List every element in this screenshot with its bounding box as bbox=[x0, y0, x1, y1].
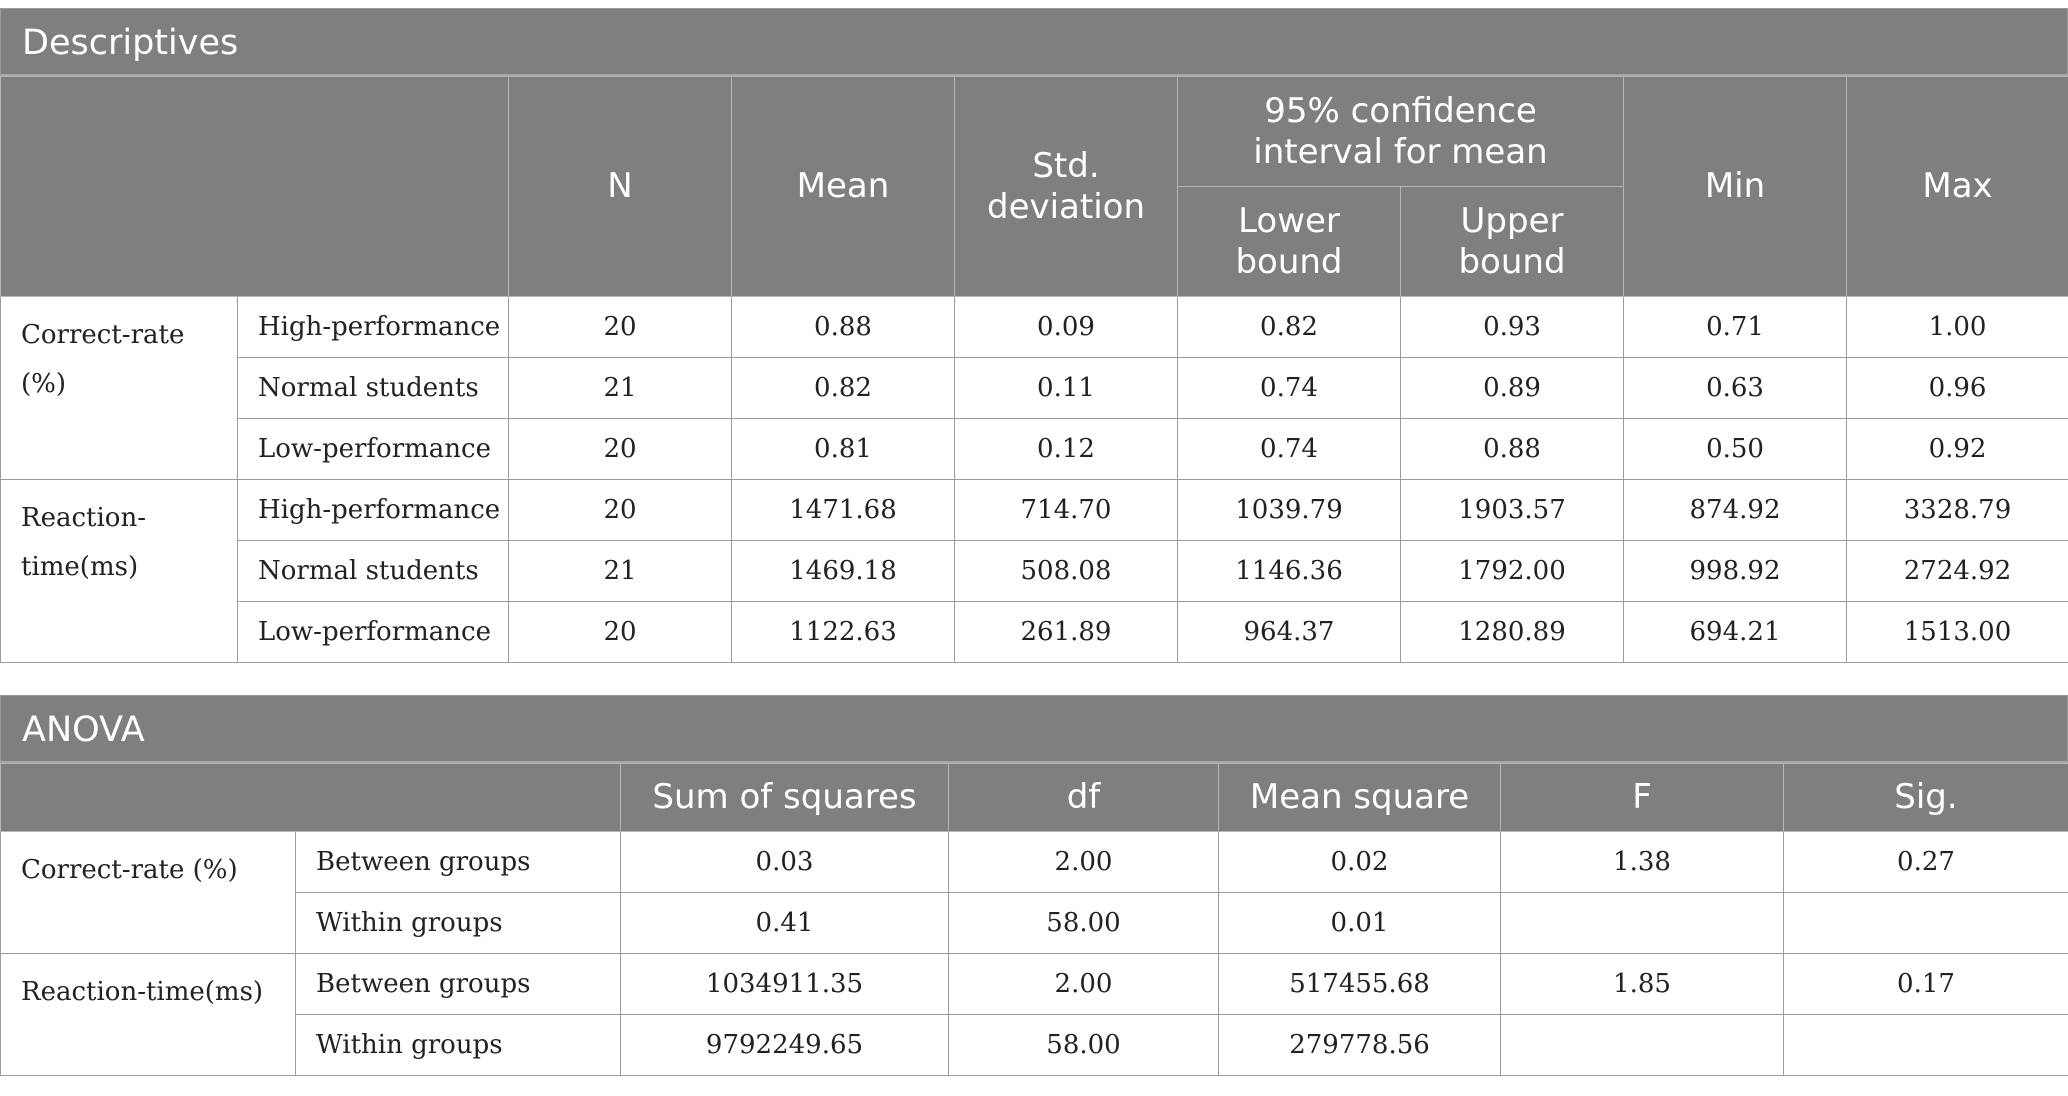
cell-max: 1.00 bbox=[1847, 297, 2068, 358]
cell-ms: 0.01 bbox=[1219, 893, 1501, 954]
cell-n: 20 bbox=[509, 480, 732, 541]
cell-mean: 0.81 bbox=[732, 419, 955, 480]
cell-sd: 0.12 bbox=[955, 419, 1178, 480]
header-min: Min bbox=[1624, 77, 1847, 297]
cell-upper: 0.88 bbox=[1401, 419, 1624, 480]
header-lower-bound: Lower bound bbox=[1178, 187, 1401, 297]
table-row bbox=[1, 832, 2068, 893]
cell-min: 998.92 bbox=[1624, 541, 1847, 602]
anova-corner-header bbox=[1, 764, 621, 832]
cell-df: 58.00 bbox=[949, 893, 1219, 954]
cell-f bbox=[1501, 1015, 1784, 1076]
table-row bbox=[1, 541, 2068, 602]
cell-max: 2724.92 bbox=[1847, 541, 2068, 602]
header-upper-bound: Upper bound bbox=[1401, 187, 1624, 297]
cell-ss: 9792249.65 bbox=[621, 1015, 949, 1076]
group-label: Correct-rate (%) bbox=[1, 297, 238, 480]
cell-n: 21 bbox=[509, 541, 732, 602]
cell-sd: 508.08 bbox=[955, 541, 1178, 602]
row-label: Within groups bbox=[296, 1015, 621, 1076]
cell-upper: 1903.57 bbox=[1401, 480, 1624, 541]
header-f: F bbox=[1501, 764, 1784, 832]
header-std-deviation: Std. deviation bbox=[955, 77, 1178, 297]
cell-max: 0.92 bbox=[1847, 419, 2068, 480]
row-label: High-performance bbox=[238, 297, 509, 358]
cell-lower: 0.74 bbox=[1178, 419, 1401, 480]
row-label: Between groups bbox=[296, 832, 621, 893]
anova-body bbox=[1, 832, 2068, 1076]
cell-sig: 0.27 bbox=[1784, 832, 2068, 893]
row-label: High-performance bbox=[238, 480, 509, 541]
cell-max: 0.96 bbox=[1847, 358, 2068, 419]
cell-lower: 0.82 bbox=[1178, 297, 1401, 358]
descriptives-table bbox=[0, 76, 2068, 663]
table-row bbox=[1, 954, 2068, 1015]
cell-mean: 1471.68 bbox=[732, 480, 955, 541]
cell-f bbox=[1501, 893, 1784, 954]
header-confidence-interval: 95% confidence interval for mean bbox=[1178, 77, 1624, 187]
row-label: Between groups bbox=[296, 954, 621, 1015]
cell-n: 20 bbox=[509, 602, 732, 663]
cell-sig bbox=[1784, 893, 2068, 954]
cell-sd: 261.89 bbox=[955, 602, 1178, 663]
header-sig: Sig. bbox=[1784, 764, 2068, 832]
cell-min: 0.50 bbox=[1624, 419, 1847, 480]
descriptives-corner-header bbox=[1, 77, 509, 297]
group-label: Reaction-time(ms) bbox=[1, 954, 296, 1076]
table-row bbox=[1, 297, 2068, 358]
cell-upper: 1792.00 bbox=[1401, 541, 1624, 602]
cell-ss: 1034911.35 bbox=[621, 954, 949, 1015]
header-df: df bbox=[949, 764, 1219, 832]
cell-df: 2.00 bbox=[949, 954, 1219, 1015]
descriptives-table-block bbox=[0, 8, 2068, 663]
cell-mean: 1122.63 bbox=[732, 602, 955, 663]
row-label: Within groups bbox=[296, 893, 621, 954]
row-label: Normal students bbox=[238, 358, 509, 419]
cell-lower: 1146.36 bbox=[1178, 541, 1401, 602]
cell-df: 58.00 bbox=[949, 1015, 1219, 1076]
header-mean-square: Mean square bbox=[1219, 764, 1501, 832]
group-label: Reaction- time(ms) bbox=[1, 480, 238, 663]
table-row bbox=[1, 419, 2068, 480]
cell-upper: 1280.89 bbox=[1401, 602, 1624, 663]
descriptives-caption: Descriptives bbox=[0, 8, 2068, 76]
cell-n: 20 bbox=[509, 297, 732, 358]
cell-min: 0.63 bbox=[1624, 358, 1847, 419]
anova-table bbox=[0, 763, 2068, 1076]
cell-sig bbox=[1784, 1015, 2068, 1076]
anova-caption: ANOVA bbox=[0, 695, 2068, 763]
cell-f: 1.38 bbox=[1501, 832, 1784, 893]
cell-max: 3328.79 bbox=[1847, 480, 2068, 541]
cell-sd: 0.11 bbox=[955, 358, 1178, 419]
cell-ss: 0.41 bbox=[621, 893, 949, 954]
cell-upper: 0.93 bbox=[1401, 297, 1624, 358]
table-row bbox=[1, 602, 2068, 663]
cell-df: 2.00 bbox=[949, 832, 1219, 893]
cell-mean: 0.82 bbox=[732, 358, 955, 419]
cell-upper: 0.89 bbox=[1401, 358, 1624, 419]
cell-mean: 1469.18 bbox=[732, 541, 955, 602]
cell-max: 1513.00 bbox=[1847, 602, 2068, 663]
header-mean: Mean bbox=[732, 77, 955, 297]
cell-sd: 0.09 bbox=[955, 297, 1178, 358]
row-label: Normal students bbox=[238, 541, 509, 602]
cell-sig: 0.17 bbox=[1784, 954, 2068, 1015]
cell-min: 874.92 bbox=[1624, 480, 1847, 541]
anova-table-block bbox=[0, 695, 2068, 1076]
header-sum-of-squares: Sum of squares bbox=[621, 764, 949, 832]
descriptives-body bbox=[1, 297, 2068, 663]
cell-min: 694.21 bbox=[1624, 602, 1847, 663]
table-row bbox=[1, 358, 2068, 419]
cell-n: 20 bbox=[509, 419, 732, 480]
group-label: Correct-rate (%) bbox=[1, 832, 296, 954]
header-max: Max bbox=[1847, 77, 2068, 297]
table-row bbox=[1, 893, 2068, 954]
header-n: N bbox=[509, 77, 732, 297]
cell-sd: 714.70 bbox=[955, 480, 1178, 541]
table-row bbox=[1, 1015, 2068, 1076]
cell-ms: 0.02 bbox=[1219, 832, 1501, 893]
cell-n: 21 bbox=[509, 358, 732, 419]
cell-mean: 0.88 bbox=[732, 297, 955, 358]
cell-f: 1.85 bbox=[1501, 954, 1784, 1015]
cell-lower: 964.37 bbox=[1178, 602, 1401, 663]
cell-ss: 0.03 bbox=[621, 832, 949, 893]
cell-ms: 517455.68 bbox=[1219, 954, 1501, 1015]
cell-lower: 1039.79 bbox=[1178, 480, 1401, 541]
row-label: Low-performance bbox=[238, 419, 509, 480]
cell-ms: 279778.56 bbox=[1219, 1015, 1501, 1076]
cell-min: 0.71 bbox=[1624, 297, 1847, 358]
row-label: Low-performance bbox=[238, 602, 509, 663]
table-row bbox=[1, 480, 2068, 541]
cell-lower: 0.74 bbox=[1178, 358, 1401, 419]
